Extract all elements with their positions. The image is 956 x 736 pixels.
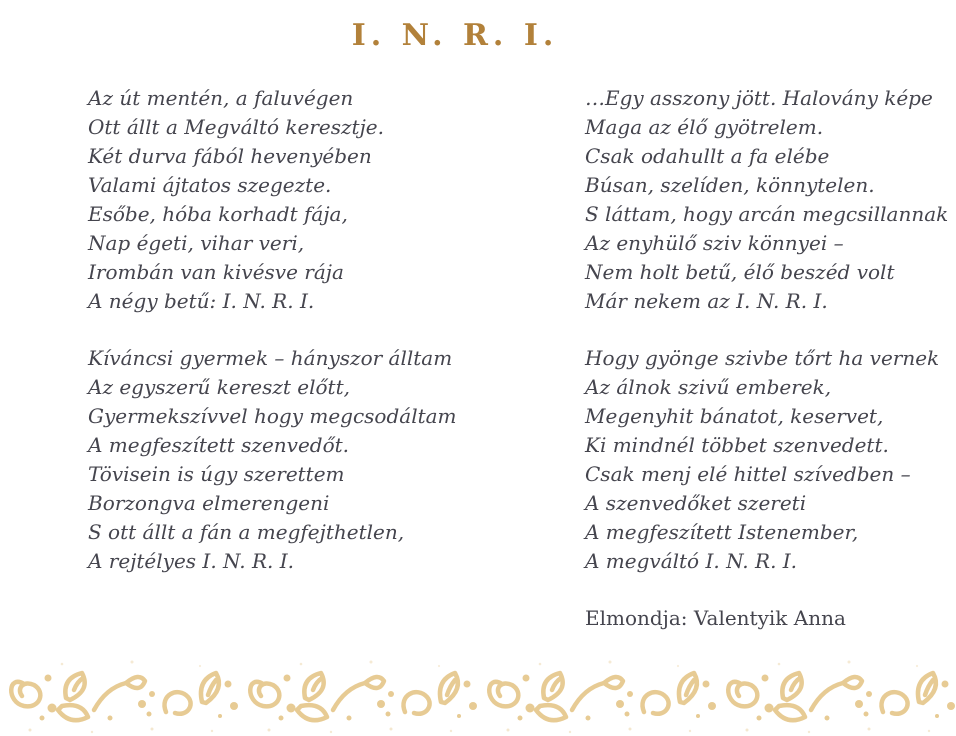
poem-line: Ott állt a Megváltó keresztje. [88, 115, 384, 139]
poem-line: Csak menj elé hittel szívedben – [585, 462, 911, 486]
poem-line: Az út mentén, a faluvégen [88, 86, 354, 110]
poem-line: A megfeszített Istenember, [585, 520, 859, 544]
poem-line: Valami ájtatos szegezte. [88, 173, 332, 197]
poem-line: Búsan, szelíden, könnytelen. [585, 173, 875, 197]
poem-line: A megfeszített szenvedőt. [88, 433, 350, 457]
poem-line: Irombán van kivésve rája [88, 260, 344, 284]
poem-line: Kíváncsi gyermek – hányszor álltam [88, 346, 453, 370]
poem-line: Az egyszerű kereszt előtt, [88, 375, 350, 399]
stanza-4 [585, 344, 956, 576]
stanza-2 [88, 344, 508, 576]
right-column [585, 84, 956, 633]
poem-line: Ki mindnél többet szenvedett. [585, 433, 889, 457]
poem-line: Az álnok szivű emberek, [585, 375, 832, 399]
poem-line: A rejtélyes I. N. R. I. [88, 549, 295, 573]
poem-line: Esőbe, hóba korhadt fája, [88, 202, 348, 226]
poem-line: Már nekem az I. N. R. I. [585, 289, 828, 313]
poem-line: Az enyhülő sziv könnyei – [585, 231, 844, 255]
poem-line: S ott állt a fán a megfejthetlen, [88, 520, 405, 544]
poem-line: A megváltó I. N. R. I. [585, 549, 798, 573]
poem-line: Gyermekszívvel hogy megcsodáltam [88, 404, 457, 428]
poem-line: A négy betű: I. N. R. I. [88, 289, 315, 313]
left-column [88, 84, 508, 604]
poem-line: Nap égeti, vihar veri, [88, 231, 305, 255]
stanza-1 [88, 84, 508, 316]
poem-line: Hogy gyönge szivbe tőrt ha vernek [585, 346, 940, 370]
poem-line: …Egy asszony jött. Halovány képe [585, 86, 933, 110]
poem-line: Csak odahullt a fa elébe [585, 144, 830, 168]
floral-border-band [0, 658, 956, 736]
narrator-attribution: Elmondja: Valentyik Anna [585, 606, 846, 630]
poem-line: Borzongva elmerengeni [88, 491, 330, 515]
poem-line: S láttam, hogy arcán megcsillannak [585, 202, 949, 226]
floral-border-ornament [0, 658, 956, 736]
poem-line: Két durva fából hevenyében [88, 144, 372, 168]
poem-line: Megenyhit bánatot, keservet, [585, 404, 884, 428]
poem-line: Tövisein is úgy szerettem [88, 462, 345, 486]
poem-line: A szenvedőket szereti [585, 491, 807, 515]
page-title: I. N. R. I. [351, 18, 559, 53]
poem-line: Nem holt betű, élő beszéd volt [585, 260, 895, 284]
poem-line: Maga az élő gyötrelem. [585, 115, 824, 139]
stanza-3 [585, 84, 956, 316]
